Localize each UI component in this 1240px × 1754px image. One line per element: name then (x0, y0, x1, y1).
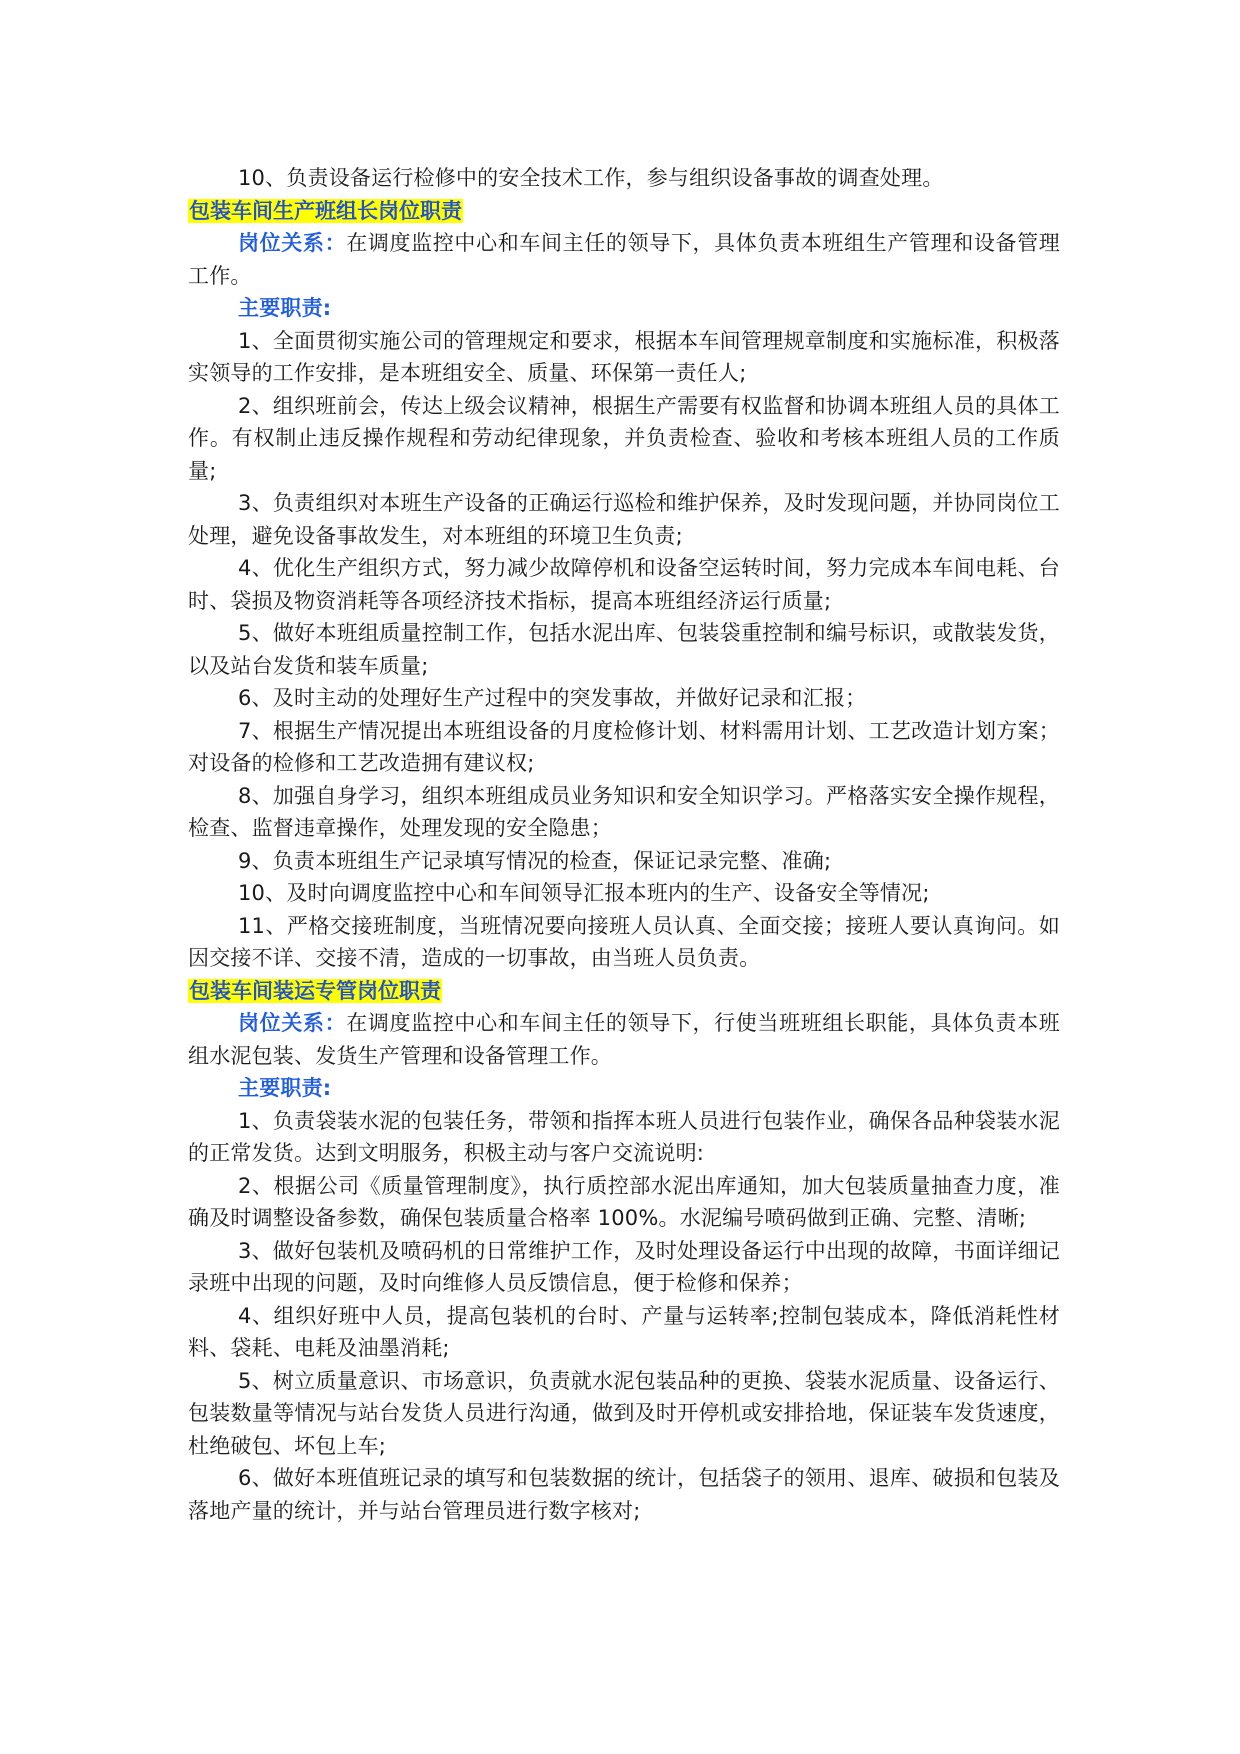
duty-item: 6、及时主动的处理好生产过程中的突发事故，并做好记录和汇报； (238, 686, 867, 710)
duty-item: 11、严格交接班制度，当班情况要向接班人员认真、全面交接；接班人要认真询问。如因交接不详、交接不清，造成的一切事故，由当班人员负责。 (188, 913, 1060, 970)
relation-label: 岗位关系： (238, 231, 347, 255)
relation-text: 在调度监控中心和车间主任的领导下，具体负责本班组生产管理和设备管理工作。 (188, 231, 1060, 288)
duty-item: 4、优化生产组织方式，努力减少故障停机和设备空运转时间，努力完成本车间电耗、台时、袋损及物资消耗等各项经济技术指标，提高本班组经济运行质量; (188, 556, 1060, 613)
duty-item: 4、组织好班中人员，提高包装机的台时、产量与运转率;控制包装成本，降低消耗性材料、袋耗、电耗及油墨消耗; (188, 1303, 1060, 1360)
relation-text: 在调度监控中心和车间主任的领导下，行使当班班组长职能，具体负责本班组水泥包装、发货生产管理和设备管理工作。 (188, 1011, 1060, 1068)
duty-item: 5、树立质量意识、市场意识，负责就水泥包装品种的更换、袋装水泥质量、设备运行、包装数量等情况与站台发货人员进行沟通，做到及时开停机或安排拾地，保证装车发货速度，杜绝破包、坏包上车; (188, 1368, 1060, 1458)
duty-item: 2、组织班前会，传达上级会议精神，根据生产需要有权监督和协调本班组人员的具体工作。有权制止违反操作规程和劳动纪律现象，并负责检查、验收和考核本班组人员的工作质量; (188, 393, 1060, 483)
document-page (188, 162, 1060, 1527)
duties-label: 主要职责: (238, 296, 332, 320)
duties-label: 主要职责: (238, 1076, 332, 1100)
section-title (188, 195, 1060, 228)
duty-item: 1、负责袋装水泥的包装任务，带领和指挥本班人员进行包装作业，确保各品种袋装水泥的正常发货。达到文明服务，积极主动与客户交流说明: (188, 1108, 1060, 1165)
duties-heading (188, 1072, 1060, 1105)
duty-item: 3、负责组织对本班生产设备的正确运行巡检和维护保养，及时发现问题，并协同岗位工处理，避免设备事故发生，对本班组的环境卫生负责; (188, 491, 1060, 548)
duty-item: 6、做好本班值班记录的填写和包装数据的统计，包括袋子的领用、退库、破损和包装及落地产量的统计，并与站台管理员进行数字核对; (188, 1466, 1060, 1523)
duty-item: 3、做好包装机及喷码机的日常维护工作，及时处理设备运行中出现的故障，书面详细记录班中出现的问题，及时向维修人员反馈信息，便于检修和保养； (188, 1238, 1060, 1295)
duty-item: 1、全面贯彻实施公司的管理规定和要求，根据本车间管理规章制度和实施标准，积极落实领导的工作安排，是本班组安全、质量、环保第一责任人; (188, 328, 1060, 385)
position-relation (188, 227, 1060, 292)
duty-item: 9、负责本班组生产记录填写情况的检查，保证记录完整、准确; (238, 848, 832, 873)
duty-item: 5、做好本班组质量控制工作，包括水泥出库、包装袋重控制和编号标识，或散装发货，以及站台发货和装车质量; (188, 621, 1060, 678)
relation-label: 岗位关系： (238, 1011, 347, 1035)
section-title (188, 975, 1060, 1008)
duty-item: 7、根据生产情况提出本班组设备的月度检修计划、材料需用计划、工艺改造计划方案；对设备的检修和工艺改造拥有建议权; (188, 718, 1060, 775)
duty-item: 2、根据公司《质量管理制度》，执行质控部水泥出库通知，加大包装质量抽查力度，准确及时调整设备参数，确保包装质量合格率 100%。水泥编号喷码做到正确、完整、清晰; (188, 1173, 1060, 1230)
section-team-leader (188, 195, 1060, 975)
section-title-text: 包装车间装运专管岗位职责 (189, 978, 441, 1003)
duties-heading (188, 292, 1060, 325)
section-title-text: 包装车间生产班组长岗位职责 (189, 198, 462, 223)
duty-item: 8、加强自身学习，组织本班组成员业务知识和安全知识学习。严格落实安全操作规程，检查、监督违章操作，处理发现的安全隐患； (188, 783, 1060, 840)
section-shipping-manager (188, 975, 1060, 1528)
intro-item: 10、负责设备运行检修中的安全技术工作，参与组织设备事故的调查处理。 (238, 166, 944, 190)
duty-item: 10、及时向调度监控中心和车间领导汇报本班内的生产、设备安全等情况; (238, 881, 930, 905)
position-relation (188, 1007, 1060, 1072)
